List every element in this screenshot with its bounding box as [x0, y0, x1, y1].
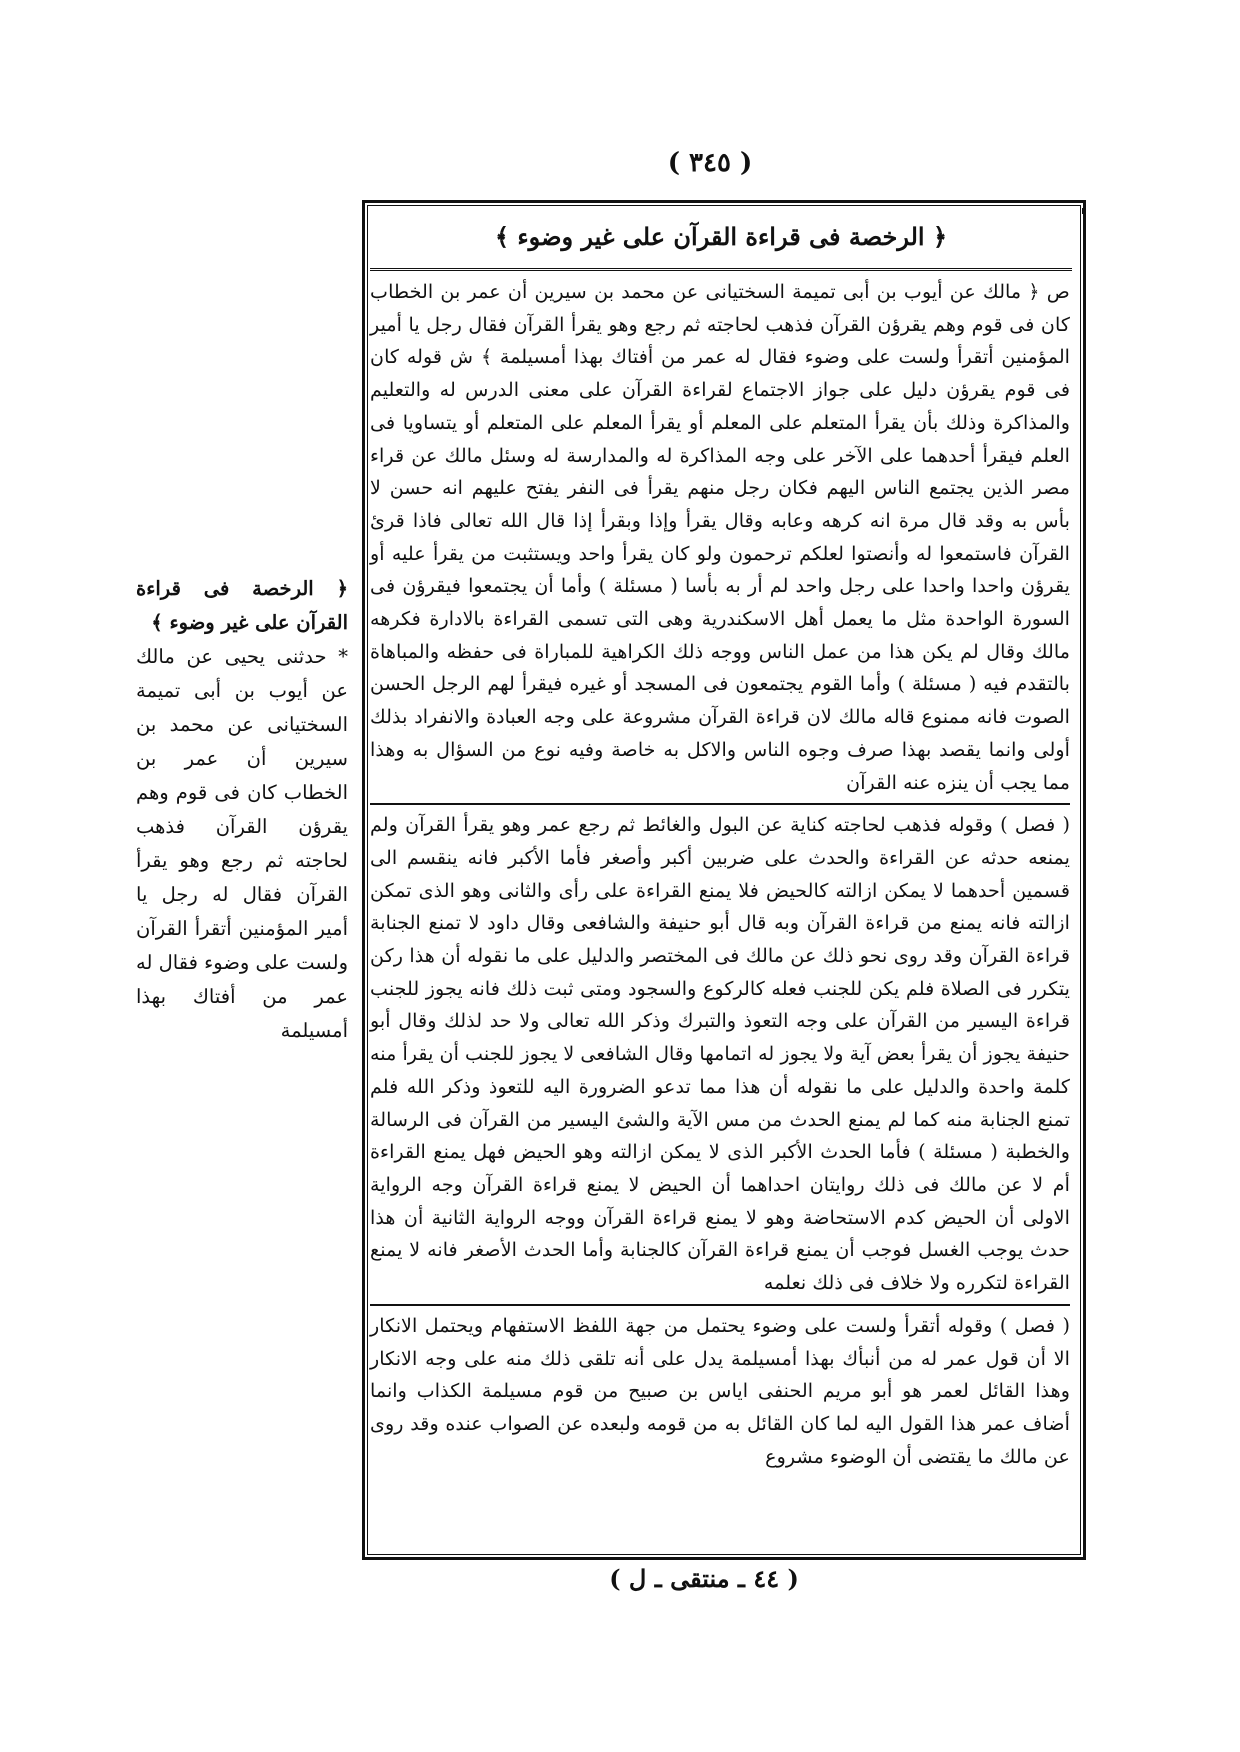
page-number: ( ٣٤٥ ): [667, 148, 753, 178]
title-divider: [370, 268, 1072, 271]
main-paragraph-2: ( فصل ) وقوله فذهب لحاجته كناية عن البول والغائط ثم رجع عمر وهو يقرأ القرآن ولم يمنعه حدثه عن القراءة والحدث على ضربين أكبر وأصغر فأما الأكبر فانه ينقسم الى قسمين أحدهما لا يمكن ازالته كالحيض فلا يمنع القراءة على رأى والثانى وهو الذى تمكن ازالته فانه يمنع من قراءة القرآن وبه قال أبو حنيفة والشافعى وقال داود لا تمنع الجنابة قراءة القرآن وقد روى نحو ذلك عن مالك فى المختصر والدليل على ما نقوله أن هذا ركن يتكرر فى الصلاة فلم يكن للجنب فعله كالركوع والسجود ومتى ثبت ذلك فانه يجوز للجنب قراءة اليسير من القرآن على وجه التعوذ والتبرك وذكر الله تعالى ولا حد لذلك وقال أبو حنيفة يجوز أن يقرأ بعض آية ولا يجوز له اتمامها وقال الشافعى لا يجوز للجنب أن يقرأ منه كلمة واحدة والدليل على ما نقوله أن هذا مما تدعو الضرورة اليه للتعوذ وذكر الله فلم تمنع الجنابة منه كما لم يمنع الحدث من مس الآية والشئ اليسير من القرآن فى الرسالة والخطبة ( مسئلة ) فأما الحدث الأكبر الذى لا يمكن ازالته وهو الحيض فهل يمنع القراءة أم لا عن مالك فى ذلك روايتان احداهما أن الحيض لا يمنع قراءة القرآن وجه الرواية الاولى أن الحيض كدم الاستحاضة وهو لا يمنع قراءة القرآن ووجه الرواية الثانية أن هذا حدث يوجب الغسل فوجب أن يمنع قراءة القرآن كالجنابة وأما الحدث الأصغر فانه لا يمنع القراءة لتكرره ولا خلاف فى ذلك نعلمه: [370, 803, 1070, 1300]
marginal-text: [136, 572, 348, 1048]
main-commentary: [370, 276, 1070, 1473]
edge-mark: [1082, 208, 1086, 214]
marginal-hadith: * حدثنى يحيى عن مالك عن أيوب بن أبى تميمة السختيانى عن محمد بن سيرين أن عمر بن الخطاب كان فى قوم وهم يقرؤن القرآن فذهب لحاجته ثم رجع وهو يقرأ القرآن فقال له رجل يا أمير المؤمنين أتقرأ القرآن ولست على وضوء فقال له عمر من أفتاك بهذا أمسيلمة: [136, 645, 348, 1042]
chapter-title: ﴿ الرخصة فى قراءة القرآن على غير وضوء ﴾: [494, 222, 948, 251]
main-paragraph-3: ( فصل ) وقوله أتقرأ ولست على وضوء يحتمل من جهة اللفظ الاستفهام ويحتمل الانكار الا أن قول عمر له من أنبأك بهذا أمسيلمة يدل على أنه تلقى ذلك منه على وجه الانكار وهذا القائل لعمر هو أبو مريم الحنفى اياس بن صبيح من قوم مسيلمة الكذاب وانما أضاف عمر هذا القول اليه لما كان القائل به من قومه ولبعده عن الصواب عنده وقد روى عن مالك ما يقتضى أن الوضوء مشروع: [370, 1304, 1070, 1474]
main-paragraph-1: ص ﴿ مالك عن أيوب بن أبى تميمة السختيانى عن محمد بن سيرين أن عمر بن الخطاب كان فى قوم وهم يقرؤن القرآن فذهب لحاجته ثم رجع وهو يقرأ القرآن فقال رجل يا أمير المؤمنين أتقرأ ولست على وضوء فقال له عمر من أفتاك بهذا أمسيلمة ﴾ ش قوله كان فى قوم يقرؤن دليل على جواز الاجتماع لقراءة القرآن على معنى الدرس له والتعليم والمذاكرة وذلك بأن يقرأ المتعلم على المعلم أو يقرأ المعلم على المتعلم أو يتساويا فى العلم فيقرأ أحدهما على الآخر على وجه المذاكرة له والمدارسة له وسئل مالك عن قراء مصر الذين يجتمع الناس اليهم فكان رجل منهم يقرأ فى النفر يفتح عليهم انه حسن لا بأس به وقد قال مرة انه كرهه وعابه وقال يقرأ وإذا وبقرأ إذا قال الله تعالى فاذا قرئ القرآن فاستمعوا له وأنصتوا لعلكم ترحمون ولو كان يقرأ واحد ويستثبت من يقرأ عليه أو يقرؤن واحدا واحدا على رجل واحد لم أر به بأسا ( مسئلة ) وأما أن يجتمعوا فيقرؤن فى السورة الواحدة مثل ما يعمل أهل الاسكندرية وهى التى تسمى القراءة بالادارة فكرهه مالك وقال لم يكن هذا من عمل الناس ووجه ذلك الكراهية للمباراة فى حفظه والمباهاة بالتقدم فيه ( مسئلة ) وأما القوم يجتمعون فى المسجد أو غيره فيقرأ لهم الرجل الحسن الصوت فانه ممنوع قاله مالك لان قراءة القرآن مشروعة على وجه العبادة والانفراد بذلك أولى وانما يقصد بهذا صرف وجوه الناس والاكل به خاصة وفيه نوع من السؤال به وهذا مما يجب أن ينزه عنه القرآن: [370, 280, 1070, 794]
marginal-heading: ﴿ الرخصة فى قراءة القرآن على غير وضوء ﴾: [136, 577, 348, 634]
printer-signature: ( ٤٤ ـ منتقى ـ ل ): [609, 1564, 799, 1593]
